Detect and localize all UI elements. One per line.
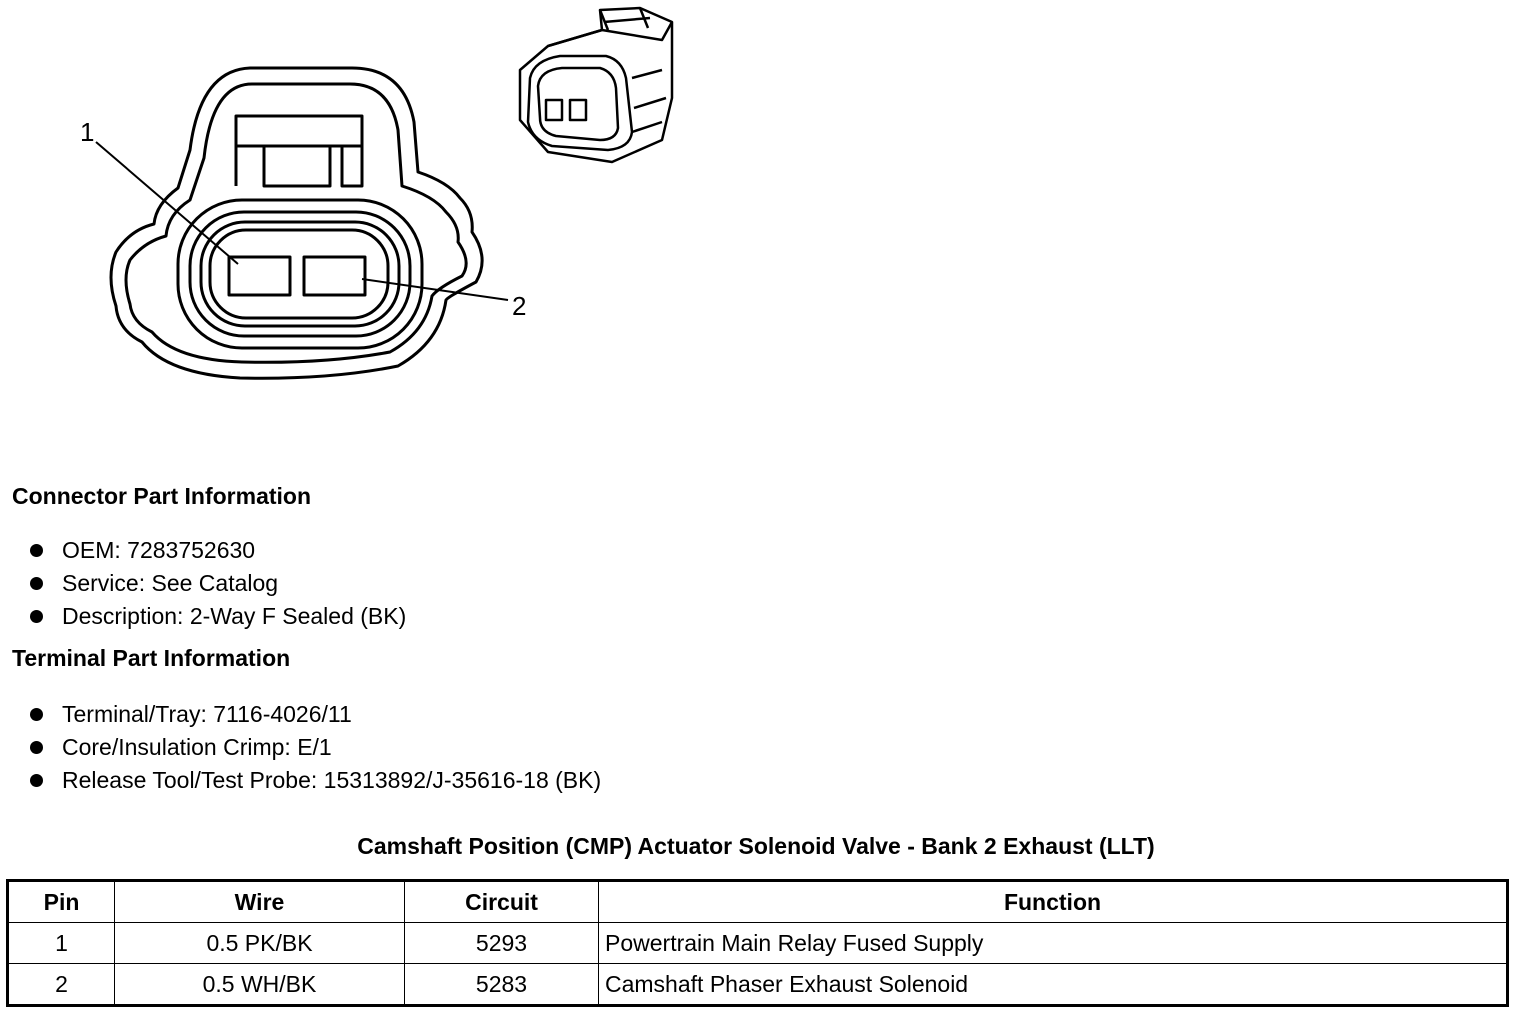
pinout-table-title: Camshaft Position (CMP) Actuator Solenoid Valve - Bank 2 Exhaust (LLT) <box>357 833 1155 859</box>
terminal-section-title: Terminal Part Information <box>12 645 291 671</box>
connector-diagram <box>0 0 700 390</box>
connector-description: Description: 2-Way F Sealed (BK) <box>62 603 407 629</box>
list-item <box>30 600 406 633</box>
header-wire: Wire <box>115 881 405 923</box>
connector-info-list <box>30 534 406 633</box>
cell-wire: 0.5 WH/BK <box>115 964 405 1006</box>
terminal-tray: Terminal/Tray: 7116-4026/11 <box>62 701 352 727</box>
bullet-icon <box>30 610 43 623</box>
cell-pin: 1 <box>8 923 115 964</box>
header-circuit: Circuit <box>405 881 599 923</box>
latch-bar <box>236 116 362 146</box>
terminal-cavity-2 <box>304 257 365 295</box>
cell-wire: 0.5 PK/BK <box>115 923 405 964</box>
bullet-icon <box>30 577 43 590</box>
cavity-wall <box>210 230 388 318</box>
connector-oem: OEM: 7283752630 <box>62 537 256 563</box>
leader-line-1 <box>96 142 238 264</box>
table-row <box>8 964 1508 1006</box>
bullet-icon <box>30 708 43 721</box>
seal-ring-inner <box>201 222 399 326</box>
bullet-icon <box>30 741 43 754</box>
list-item <box>30 731 601 764</box>
core-insulation-crimp: Core/Insulation Crimp: E/1 <box>62 734 332 760</box>
connector-section-title: Connector Part Information <box>12 483 312 509</box>
terminal-info-list <box>30 698 601 797</box>
terminal-cavity-1 <box>229 257 290 295</box>
latch-legs <box>236 146 362 186</box>
header-function: Function <box>599 881 1508 923</box>
cell-function: Camshaft Phaser Exhaust Solenoid <box>599 964 1508 1006</box>
table-header-row <box>8 881 1508 923</box>
list-item <box>30 534 406 567</box>
bullet-icon <box>30 544 43 557</box>
connector-isometric-icon <box>520 8 672 162</box>
pinout-table <box>6 879 1509 1007</box>
cell-circuit: 5283 <box>405 964 599 1006</box>
list-item <box>30 698 601 731</box>
list-item <box>30 764 601 797</box>
callout-2: 2 <box>512 291 527 321</box>
cell-circuit: 5293 <box>405 923 599 964</box>
connector-service: Service: See Catalog <box>62 570 279 596</box>
callout-1: 1 <box>80 117 95 147</box>
release-tool: Release Tool/Test Probe: 15313892/J-35616-18 (BK) <box>62 767 602 793</box>
bullet-icon <box>30 774 43 787</box>
cell-function: Powertrain Main Relay Fused Supply <box>599 923 1508 964</box>
list-item <box>30 567 406 600</box>
cell-pin: 2 <box>8 964 115 1006</box>
header-pin: Pin <box>8 881 115 923</box>
table-row <box>8 923 1508 964</box>
